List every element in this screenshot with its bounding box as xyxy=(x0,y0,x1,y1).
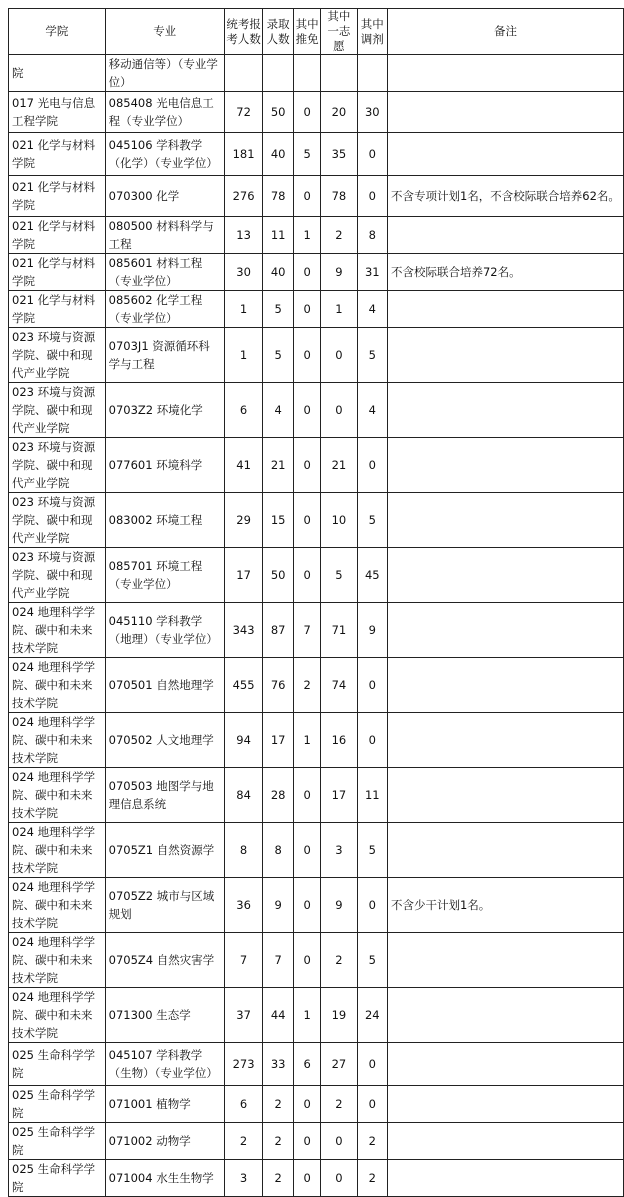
college-cell: 024 地理科学学院、碳中和未来技术学院 xyxy=(9,878,106,933)
college-cell: 023 环境与资源学院、碳中和现代产业学院 xyxy=(9,328,106,383)
adjusted-cell: 0 xyxy=(357,1086,387,1123)
first-choice-cell xyxy=(321,55,357,92)
first-choice-cell: 16 xyxy=(321,713,357,768)
adjusted-cell: 2 xyxy=(357,1123,387,1160)
note-cell xyxy=(387,493,623,548)
applicants-cell: 94 xyxy=(224,713,263,768)
college-cell: 023 环境与资源学院、碳中和现代产业学院 xyxy=(9,438,106,493)
table-row xyxy=(9,92,624,133)
applicants-cell: 7 xyxy=(224,933,263,988)
table-row xyxy=(9,493,624,548)
exempt-cell: 0 xyxy=(293,823,320,878)
adjusted-cell: 2 xyxy=(357,1160,387,1197)
college-cell: 023 环境与资源学院、碳中和现代产业学院 xyxy=(9,493,106,548)
first-choice-cell: 19 xyxy=(321,988,357,1043)
exempt-cell: 0 xyxy=(293,438,320,493)
first-choice-cell: 2 xyxy=(321,1086,357,1123)
note-cell xyxy=(387,383,623,438)
first-choice-cell: 3 xyxy=(321,823,357,878)
major-cell: 0705Z4 自然灾害学 xyxy=(105,933,224,988)
adjusted-cell: 9 xyxy=(357,603,387,658)
exempt-cell: 7 xyxy=(293,603,320,658)
note-cell xyxy=(387,1123,623,1160)
major-cell: 071002 动物学 xyxy=(105,1123,224,1160)
admitted-cell xyxy=(263,55,293,92)
college-cell: 024 地理科学学院、碳中和未来技术学院 xyxy=(9,713,106,768)
adjusted-cell: 0 xyxy=(357,176,387,217)
exempt-cell xyxy=(293,55,320,92)
exempt-cell: 1 xyxy=(293,713,320,768)
major-cell: 071004 水生生物学 xyxy=(105,1160,224,1197)
admitted-cell: 50 xyxy=(263,548,293,603)
header-note: 备注 xyxy=(387,9,623,55)
major-cell: 083002 环境工程 xyxy=(105,493,224,548)
applicants-cell: 72 xyxy=(224,92,263,133)
first-choice-cell: 21 xyxy=(321,438,357,493)
major-cell: 045106 学科教学（化学）（专业学位） xyxy=(105,133,224,176)
admitted-cell: 44 xyxy=(263,988,293,1043)
note-cell xyxy=(387,1043,623,1086)
exempt-cell: 0 xyxy=(293,291,320,328)
admitted-cell: 9 xyxy=(263,878,293,933)
applicants-cell: 343 xyxy=(224,603,263,658)
applicants-cell: 3 xyxy=(224,1160,263,1197)
note-cell xyxy=(387,933,623,988)
applicants-cell: 181 xyxy=(224,133,263,176)
admitted-cell: 78 xyxy=(263,176,293,217)
table-row xyxy=(9,328,624,383)
exempt-cell: 0 xyxy=(293,383,320,438)
admitted-cell: 2 xyxy=(263,1123,293,1160)
table-row xyxy=(9,658,624,713)
adjusted-cell: 0 xyxy=(357,878,387,933)
applicants-cell: 2 xyxy=(224,1123,263,1160)
major-cell: 085601 材料工程（专业学位） xyxy=(105,254,224,291)
admitted-cell: 8 xyxy=(263,823,293,878)
note-cell xyxy=(387,438,623,493)
college-cell: 025 生命科学学院 xyxy=(9,1160,106,1197)
college-cell: 024 地理科学学院、碳中和未来技术学院 xyxy=(9,768,106,823)
applicants-cell: 17 xyxy=(224,548,263,603)
table-row xyxy=(9,713,624,768)
first-choice-cell: 10 xyxy=(321,493,357,548)
exempt-cell: 0 xyxy=(293,1160,320,1197)
college-cell: 024 地理科学学院、碳中和未来技术学院 xyxy=(9,823,106,878)
college-cell: 024 地理科学学院、碳中和未来技术学院 xyxy=(9,603,106,658)
applicants-cell: 1 xyxy=(224,291,263,328)
table-row xyxy=(9,254,624,291)
major-cell: 071001 植物学 xyxy=(105,1086,224,1123)
admitted-cell: 28 xyxy=(263,768,293,823)
adjusted-cell: 8 xyxy=(357,217,387,254)
major-cell: 085408 光电信息工程（专业学位） xyxy=(105,92,224,133)
header-first-choice: 其中一志愿 xyxy=(321,9,357,55)
adjusted-cell: 24 xyxy=(357,988,387,1043)
applicants-cell: 1 xyxy=(224,328,263,383)
adjusted-cell: 4 xyxy=(357,383,387,438)
adjusted-cell: 0 xyxy=(357,658,387,713)
college-cell: 025 生命科学学院 xyxy=(9,1086,106,1123)
admitted-cell: 4 xyxy=(263,383,293,438)
first-choice-cell: 35 xyxy=(321,133,357,176)
first-choice-cell: 5 xyxy=(321,548,357,603)
note-cell xyxy=(387,92,623,133)
note-cell xyxy=(387,55,623,92)
adjusted-cell: 30 xyxy=(357,92,387,133)
first-choice-cell: 2 xyxy=(321,933,357,988)
exempt-cell: 2 xyxy=(293,658,320,713)
note-cell xyxy=(387,603,623,658)
major-cell: 045110 学科教学（地理）（专业学位） xyxy=(105,603,224,658)
applicants-cell: 6 xyxy=(224,383,263,438)
adjusted-cell: 0 xyxy=(357,438,387,493)
note-cell xyxy=(387,988,623,1043)
exempt-cell: 0 xyxy=(293,1086,320,1123)
first-choice-cell: 0 xyxy=(321,1160,357,1197)
applicants-cell: 84 xyxy=(224,768,263,823)
note-cell xyxy=(387,658,623,713)
table-row xyxy=(9,133,624,176)
admitted-cell: 5 xyxy=(263,291,293,328)
college-cell: 025 生命科学学院 xyxy=(9,1043,106,1086)
major-cell: 0703J1 资源循环科学与工程 xyxy=(105,328,224,383)
admitted-cell: 87 xyxy=(263,603,293,658)
major-cell: 085602 化学工程（专业学位） xyxy=(105,291,224,328)
table-row xyxy=(9,603,624,658)
first-choice-cell: 74 xyxy=(321,658,357,713)
first-choice-cell: 1 xyxy=(321,291,357,328)
header-exempt: 其中推免 xyxy=(293,9,320,55)
header-applicants: 统考报考人数 xyxy=(224,9,263,55)
admitted-cell: 17 xyxy=(263,713,293,768)
applicants-cell: 273 xyxy=(224,1043,263,1086)
applicants-cell: 37 xyxy=(224,988,263,1043)
table-body xyxy=(9,55,624,1197)
major-cell: 070300 化学 xyxy=(105,176,224,217)
admitted-cell: 11 xyxy=(263,217,293,254)
major-cell: 0705Z2 城市与区域规划 xyxy=(105,878,224,933)
admitted-cell: 33 xyxy=(263,1043,293,1086)
exempt-cell: 0 xyxy=(293,768,320,823)
table-row xyxy=(9,988,624,1043)
first-choice-cell: 0 xyxy=(321,1123,357,1160)
applicants-cell: 6 xyxy=(224,1086,263,1123)
admitted-cell: 50 xyxy=(263,92,293,133)
admissions-table xyxy=(8,8,624,1197)
table-row xyxy=(9,438,624,493)
college-cell: 017 光电与信息工程学院 xyxy=(9,92,106,133)
applicants-cell: 455 xyxy=(224,658,263,713)
college-cell: 024 地理科学学院、碳中和未来技术学院 xyxy=(9,658,106,713)
major-cell: 移动通信等）（专业学位） xyxy=(105,55,224,92)
major-cell: 070502 人文地理学 xyxy=(105,713,224,768)
first-choice-cell: 9 xyxy=(321,254,357,291)
major-cell: 080500 材料科学与工程 xyxy=(105,217,224,254)
table-row xyxy=(9,823,624,878)
college-cell: 021 化学与材料学院 xyxy=(9,133,106,176)
table-header xyxy=(9,9,624,55)
adjusted-cell: 0 xyxy=(357,133,387,176)
table-row xyxy=(9,878,624,933)
major-cell: 070501 自然地理学 xyxy=(105,658,224,713)
note-cell xyxy=(387,133,623,176)
college-cell: 院 xyxy=(9,55,106,92)
note-cell xyxy=(387,823,623,878)
note-cell xyxy=(387,1086,623,1123)
table-row xyxy=(9,1043,624,1086)
first-choice-cell: 27 xyxy=(321,1043,357,1086)
college-cell: 021 化学与材料学院 xyxy=(9,291,106,328)
note-cell xyxy=(387,768,623,823)
table-row xyxy=(9,176,624,217)
admitted-cell: 15 xyxy=(263,493,293,548)
note-cell: 不含少干计划1名。 xyxy=(387,878,623,933)
note-cell: 不含校际联合培养72名。 xyxy=(387,254,623,291)
admitted-cell: 21 xyxy=(263,438,293,493)
exempt-cell: 0 xyxy=(293,1123,320,1160)
first-choice-cell: 0 xyxy=(321,328,357,383)
note-cell xyxy=(387,217,623,254)
exempt-cell: 0 xyxy=(293,493,320,548)
exempt-cell: 0 xyxy=(293,878,320,933)
first-choice-cell: 20 xyxy=(321,92,357,133)
college-cell: 023 环境与资源学院、碳中和现代产业学院 xyxy=(9,383,106,438)
admitted-cell: 40 xyxy=(263,133,293,176)
adjusted-cell: 45 xyxy=(357,548,387,603)
college-cell: 021 化学与材料学院 xyxy=(9,176,106,217)
admitted-cell: 2 xyxy=(263,1086,293,1123)
adjusted-cell: 5 xyxy=(357,328,387,383)
exempt-cell: 0 xyxy=(293,92,320,133)
first-choice-cell: 78 xyxy=(321,176,357,217)
first-choice-cell: 17 xyxy=(321,768,357,823)
adjusted-cell: 0 xyxy=(357,713,387,768)
exempt-cell: 0 xyxy=(293,933,320,988)
note-cell xyxy=(387,328,623,383)
major-cell: 045107 学科教学（生物）（专业学位） xyxy=(105,1043,224,1086)
applicants-cell: 41 xyxy=(224,438,263,493)
adjusted-cell: 11 xyxy=(357,768,387,823)
adjusted-cell: 5 xyxy=(357,493,387,548)
adjusted-cell: 31 xyxy=(357,254,387,291)
note-cell xyxy=(387,548,623,603)
exempt-cell: 0 xyxy=(293,176,320,217)
exempt-cell: 1 xyxy=(293,217,320,254)
table-row xyxy=(9,768,624,823)
admitted-cell: 40 xyxy=(263,254,293,291)
major-cell: 0705Z1 自然资源学 xyxy=(105,823,224,878)
major-cell: 085701 环境工程（专业学位） xyxy=(105,548,224,603)
applicants-cell: 29 xyxy=(224,493,263,548)
table-row xyxy=(9,1160,624,1197)
adjusted-cell: 5 xyxy=(357,823,387,878)
college-cell: 024 地理科学学院、碳中和未来技术学院 xyxy=(9,988,106,1043)
table-row xyxy=(9,1123,624,1160)
exempt-cell: 0 xyxy=(293,254,320,291)
first-choice-cell: 0 xyxy=(321,383,357,438)
exempt-cell: 6 xyxy=(293,1043,320,1086)
adjusted-cell: 0 xyxy=(357,1043,387,1086)
applicants-cell: 276 xyxy=(224,176,263,217)
table-row xyxy=(9,1086,624,1123)
admitted-cell: 76 xyxy=(263,658,293,713)
first-choice-cell: 71 xyxy=(321,603,357,658)
college-cell: 023 环境与资源学院、碳中和现代产业学院 xyxy=(9,548,106,603)
table-row xyxy=(9,217,624,254)
note-cell xyxy=(387,291,623,328)
table-row xyxy=(9,55,624,92)
header-major: 专业 xyxy=(105,9,224,55)
college-cell: 025 生命科学学院 xyxy=(9,1123,106,1160)
table-row xyxy=(9,548,624,603)
note-cell xyxy=(387,713,623,768)
exempt-cell: 0 xyxy=(293,548,320,603)
applicants-cell: 8 xyxy=(224,823,263,878)
adjusted-cell xyxy=(357,55,387,92)
table-row xyxy=(9,291,624,328)
admitted-cell: 7 xyxy=(263,933,293,988)
major-cell: 070503 地图学与地理信息系统 xyxy=(105,768,224,823)
header-college: 学院 xyxy=(9,9,106,55)
applicants-cell: 30 xyxy=(224,254,263,291)
exempt-cell: 1 xyxy=(293,988,320,1043)
adjusted-cell: 5 xyxy=(357,933,387,988)
header-admitted: 录取人数 xyxy=(263,9,293,55)
table-row xyxy=(9,933,624,988)
header-adjusted: 其中调剂 xyxy=(357,9,387,55)
exempt-cell: 5 xyxy=(293,133,320,176)
college-cell: 024 地理科学学院、碳中和未来技术学院 xyxy=(9,933,106,988)
major-cell: 071300 生态学 xyxy=(105,988,224,1043)
adjusted-cell: 4 xyxy=(357,291,387,328)
note-cell: 不含专项计划1名，不含校际联合培养62名。 xyxy=(387,176,623,217)
applicants-cell xyxy=(224,55,263,92)
applicants-cell: 13 xyxy=(224,217,263,254)
major-cell: 077601 环境科学 xyxy=(105,438,224,493)
admitted-cell: 5 xyxy=(263,328,293,383)
table-row xyxy=(9,383,624,438)
first-choice-cell: 9 xyxy=(321,878,357,933)
major-cell: 0703Z2 环境化学 xyxy=(105,383,224,438)
exempt-cell: 0 xyxy=(293,328,320,383)
admitted-cell: 2 xyxy=(263,1160,293,1197)
college-cell: 021 化学与材料学院 xyxy=(9,254,106,291)
college-cell: 021 化学与材料学院 xyxy=(9,217,106,254)
applicants-cell: 36 xyxy=(224,878,263,933)
first-choice-cell: 2 xyxy=(321,217,357,254)
note-cell xyxy=(387,1160,623,1197)
